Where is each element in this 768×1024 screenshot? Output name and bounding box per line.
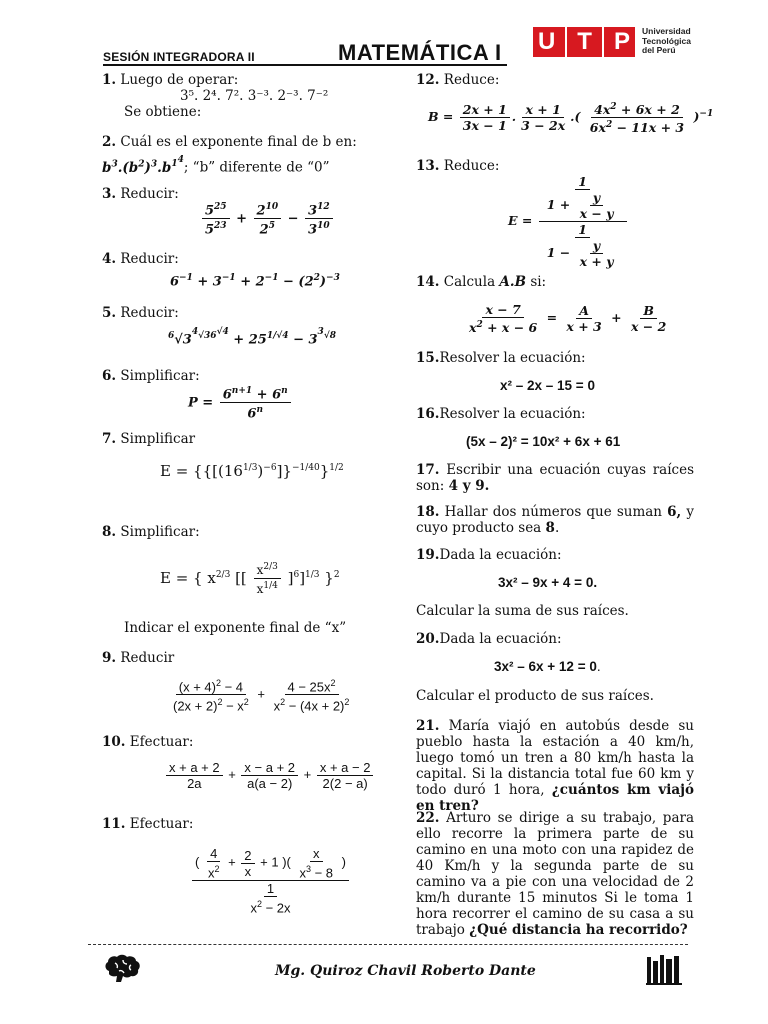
q9-expression: $\frac{(x + 4)^2 - 4}{(2x + 2)^2 - x^2}$ + $\frac{4 - 25x^2}{x^2 - (4x + 2)^2}$ — [173, 678, 350, 714]
logo-letter-p: P — [613, 28, 630, 55]
question-15: 15.Resolver la ecuación: — [416, 350, 586, 366]
q14-expression: $\frac{x - 7}{x^2 + x - 6}$ = $\frac{A}{x + 3}$ + $\frac{B}{x - 2}$ — [469, 302, 667, 336]
q6-expression: P = $\frac{6^{n+1} + 6^n}{6^n}$ — [188, 384, 293, 422]
question-7: 7. Simplificar — [102, 431, 196, 447]
q19-equation: 3x² – 9x + 4 = 0. — [498, 575, 598, 590]
books-icon — [646, 953, 682, 985]
q8-after: Indicar el exponente final de “x” — [124, 620, 347, 636]
q4-expression: $6^{-1} + 3^{-1} + 2^{-1} - (2^2)^{-3}$ — [170, 273, 340, 290]
question-16: 16.Resolver la ecuación: — [416, 406, 586, 422]
question-22: 22. Arturo se dirige a su trabajo, para ello recorre la primera parte de su camino en una moto con una rapidez de 40 Km/h y la segunda parte de su camino va a pie con una velocidad de 2 km/h durante 15 minutos Si le toma 1 hora recorrer el camino de su casa a su trabajo ¿Qué distancia ha recorrido? — [416, 810, 694, 938]
question-14: 14. Calcula A.B si: — [416, 274, 547, 290]
question-18: 18. Hallar dos números que suman 6, y cuyo producto sea 8. — [416, 504, 695, 536]
question-21: 21. María viajó en autobús desde su pueblo hasta la estación a 40 km/h, luego tomó un tren a 80 km/h hasta la capital. Si la distancia total fue 60 km y todo duró 1 hora, ¿cuántos km viajó en tren? — [416, 718, 694, 814]
question-19: 19.Dada la ecuación: — [416, 547, 562, 563]
question-2: 2. Cuál es el exponente final de b en: — [102, 134, 357, 150]
question-10: 10. Efectuar: — [102, 734, 194, 750]
header-rule — [103, 64, 507, 66]
q7-expression: $E = \{\{[(16^{1/3})^{-6}]\}^{-1/40}\}^{1/2}$ — [160, 462, 344, 480]
question-3: 3. Reducir: — [102, 186, 179, 202]
logo-letter-u: U — [537, 28, 556, 55]
question-17: 17. Escribir una ecuación cuyas raíces son: 4 y 9. — [416, 462, 695, 494]
utp-logo — [533, 27, 635, 57]
university-name: Universidad Tecnológica del Perú — [642, 26, 691, 55]
q12-expression: B = $\frac{2x + 1}{3x - 1}$ . $\frac{x + 1}{3 - 2x}$ .( $\frac{4x^2 + 6x + 2}{6x^2 - 11x + 3}$ )$^{-1}$ — [428, 102, 714, 136]
brain-icon — [103, 953, 145, 985]
question-8: 8. Simplificar: — [102, 524, 200, 540]
question-4: 4. Reducir: — [102, 251, 179, 267]
q10-expression: $\frac{x + a + 2}{2a}$ + $\frac{x - a + 2}{a(a - 2)}$ + $\frac{x + a - 2}{2(2 - a)}$ — [164, 760, 375, 791]
question-5: 5. Reducir: — [102, 305, 179, 321]
q13-expression: E = 1 1 + $\frac{y}{x - y}$ 1 1 − $\frac{y}{x + y}$ — [508, 174, 629, 269]
question-13: 13. Reduce: — [416, 158, 500, 174]
footer-divider — [88, 944, 688, 945]
question-20: 20.Dada la ecuación: — [416, 631, 562, 647]
page-title: MATEMÁTICA I — [338, 40, 502, 65]
question-6: 6. Simplificar: — [102, 368, 200, 384]
author-name: Mg. Quiroz Chavil Roberto Dante — [275, 963, 536, 979]
question-12: 12. Reduce: — [416, 72, 500, 88]
question-1: 1. Luego de operar: — [102, 72, 239, 88]
q2-expression: $b^3.(b^2)^3.b^{1^4}$; “b” diferente de “0” — [102, 155, 330, 176]
session-label: SESIÓN INTEGRADORA II — [103, 50, 255, 64]
q11-expression: ( $\frac{4}{x^2}$ + $\frac{2}{x}$ + 1 )( $\frac{x}{x^3 - 8}$ ) $\frac{1}{x^2 - 2x}$ — [190, 846, 351, 916]
q20-after: Calcular el producto de sus raíces. — [416, 688, 654, 704]
q15-equation: x² – 2x – 15 = 0 — [500, 378, 595, 393]
q1-expression: 3⁵. 2⁴. 7². 3⁻³. 2⁻³. 7⁻² — [180, 88, 329, 104]
logo-letter-t: T — [577, 28, 592, 55]
q19-after: Calcular la suma de sus raíces. — [416, 603, 629, 619]
q3-expression: $\frac{5^{25}}{5^{23}}$ + $\frac{2^{10}}{2^5}$ − $\frac{3^{12}}{3^{10}}$ — [200, 200, 335, 238]
q5-expression: $^6√3^{^4√36^{√4}} + 25^{1/√4} - 3^{^3√8}$ — [168, 327, 336, 348]
q1-after: Se obtiene: — [124, 104, 202, 120]
question-9: 9. Reducir — [102, 650, 175, 666]
q16-equation: (5x – 2)² = 10x² + 6x + 61 — [466, 434, 621, 449]
q8-expression: E = { $x^{2/3}$ [[ $\frac{x^{2/3}}{x^{1/4}}$ ]$^6$]$^{1/3}$ }$^2$ — [160, 562, 340, 596]
question-11: 11. Efectuar: — [102, 816, 194, 832]
q20-equation: 3x² – 6x + 12 = 0. — [494, 659, 601, 674]
